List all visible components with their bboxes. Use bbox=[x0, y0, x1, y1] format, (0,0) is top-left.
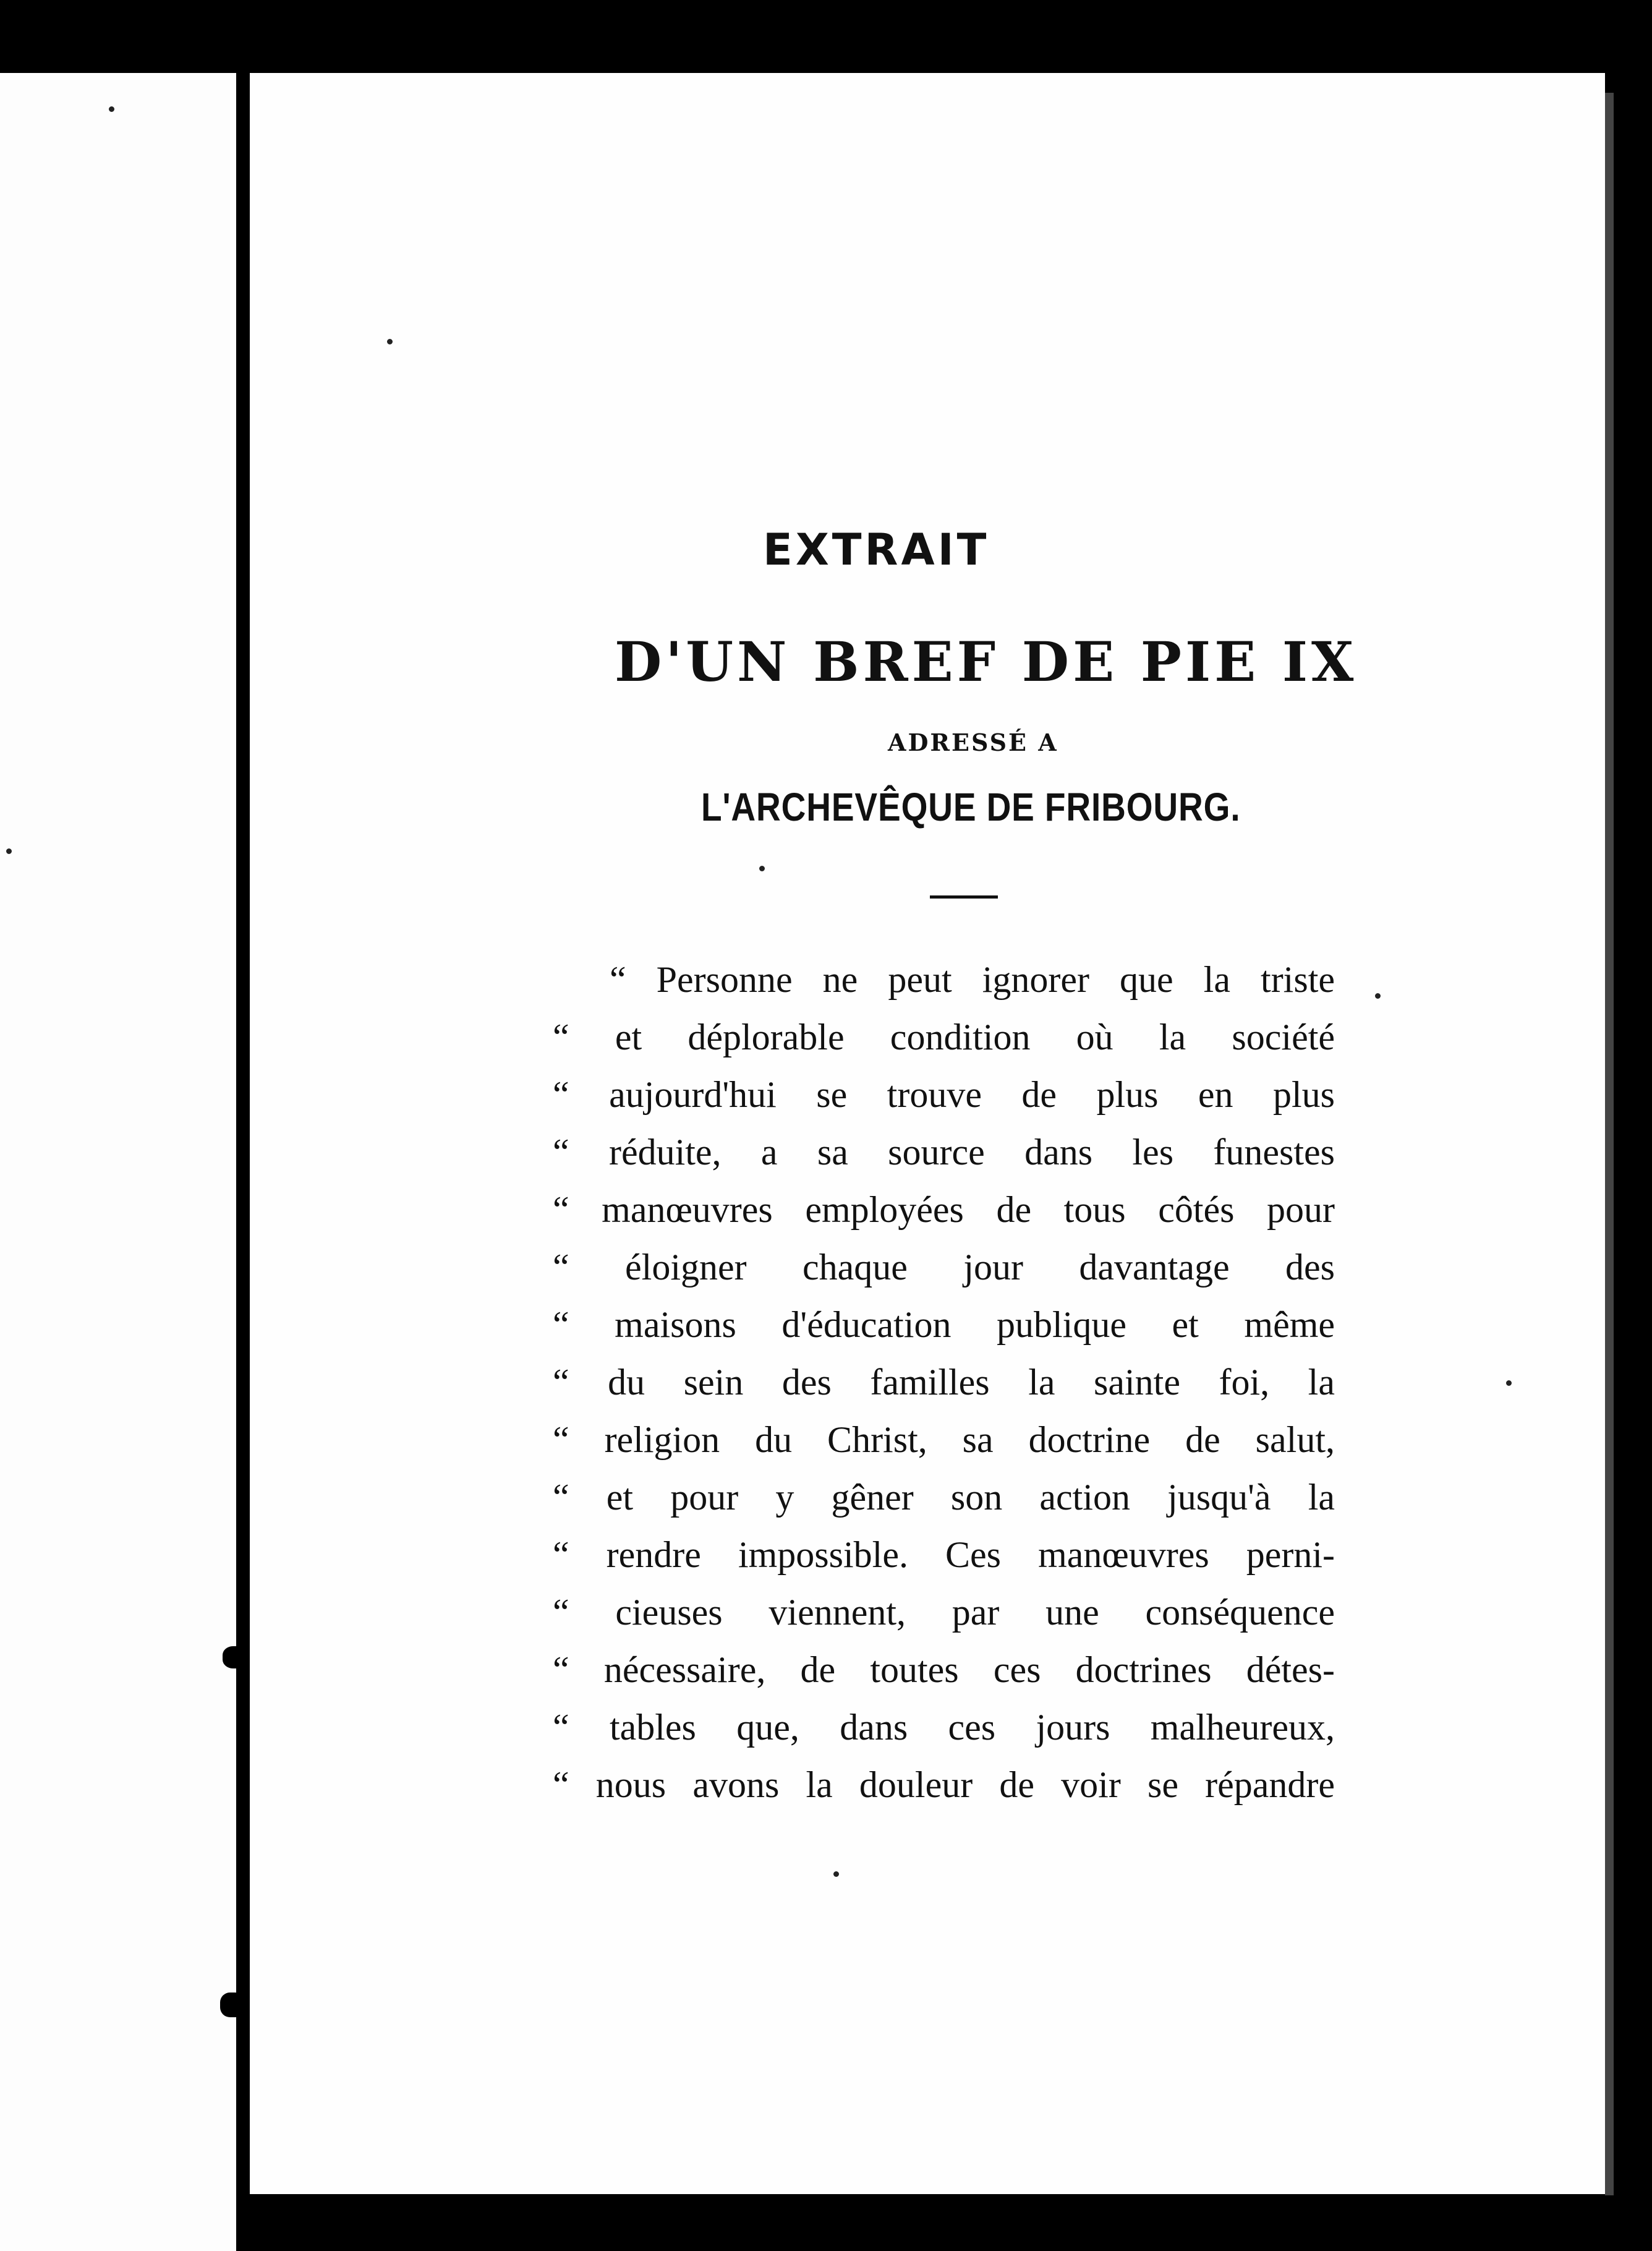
speck bbox=[109, 106, 114, 112]
text-line: “ tables que, dans ces jours malheureux, bbox=[553, 1707, 1335, 1748]
section-rule bbox=[930, 895, 998, 899]
body-text bbox=[553, 951, 1591, 1814]
heading-archeveque: L'ARCHEVÊQUE DE FRIBOURG. bbox=[701, 785, 1241, 829]
text-line: “ manœuvres employées de tous côtés pour bbox=[553, 1189, 1335, 1230]
text-line: “ rendre impossible. Ces manœuvres perni- bbox=[553, 1534, 1335, 1575]
text-line: “ maisons d'éducation publique et même bbox=[553, 1304, 1335, 1345]
heading-extrait: EXTRAIT bbox=[763, 524, 990, 575]
binding-stitch bbox=[223, 1646, 249, 1668]
text-line: “ et déplorable condition où la société bbox=[553, 1017, 1335, 1057]
text-line: “ Personne ne peut ignorer que la triste bbox=[610, 959, 1335, 1000]
binding-stitch bbox=[220, 1993, 245, 2017]
facing-page-edge bbox=[0, 73, 236, 2251]
text-line: “ religion du Christ, sa doctrine de salut, bbox=[553, 1419, 1335, 1460]
text-line: “ du sein des familles la sainte foi, la bbox=[553, 1362, 1335, 1403]
book-binding bbox=[236, 73, 250, 2251]
text-line: “ et pour y gêner son action jusqu'à la bbox=[553, 1477, 1335, 1518]
text-line: “ réduite, a sa source dans les funestes bbox=[553, 1132, 1335, 1172]
speck bbox=[6, 848, 12, 854]
text-line: “ aujourd'hui se trouve de plus en plus bbox=[553, 1074, 1335, 1115]
heading-adresse: ADRESSÉ A bbox=[888, 728, 1058, 756]
page-content bbox=[250, 73, 1605, 2194]
text-line: “ cieuses viennent, par une conséquence bbox=[553, 1592, 1335, 1633]
text-line: “ nous avons la douleur de voir se répandre bbox=[553, 1764, 1335, 1805]
text-line: “ nécessaire, de toutes ces doctrines détes- bbox=[553, 1649, 1335, 1690]
text-line: “ éloigner chaque jour davantage des bbox=[553, 1247, 1335, 1288]
page-edge-shadow bbox=[1605, 93, 1614, 2195]
heading-bref: D'UN BREF DE PIE IX bbox=[615, 630, 1358, 694]
